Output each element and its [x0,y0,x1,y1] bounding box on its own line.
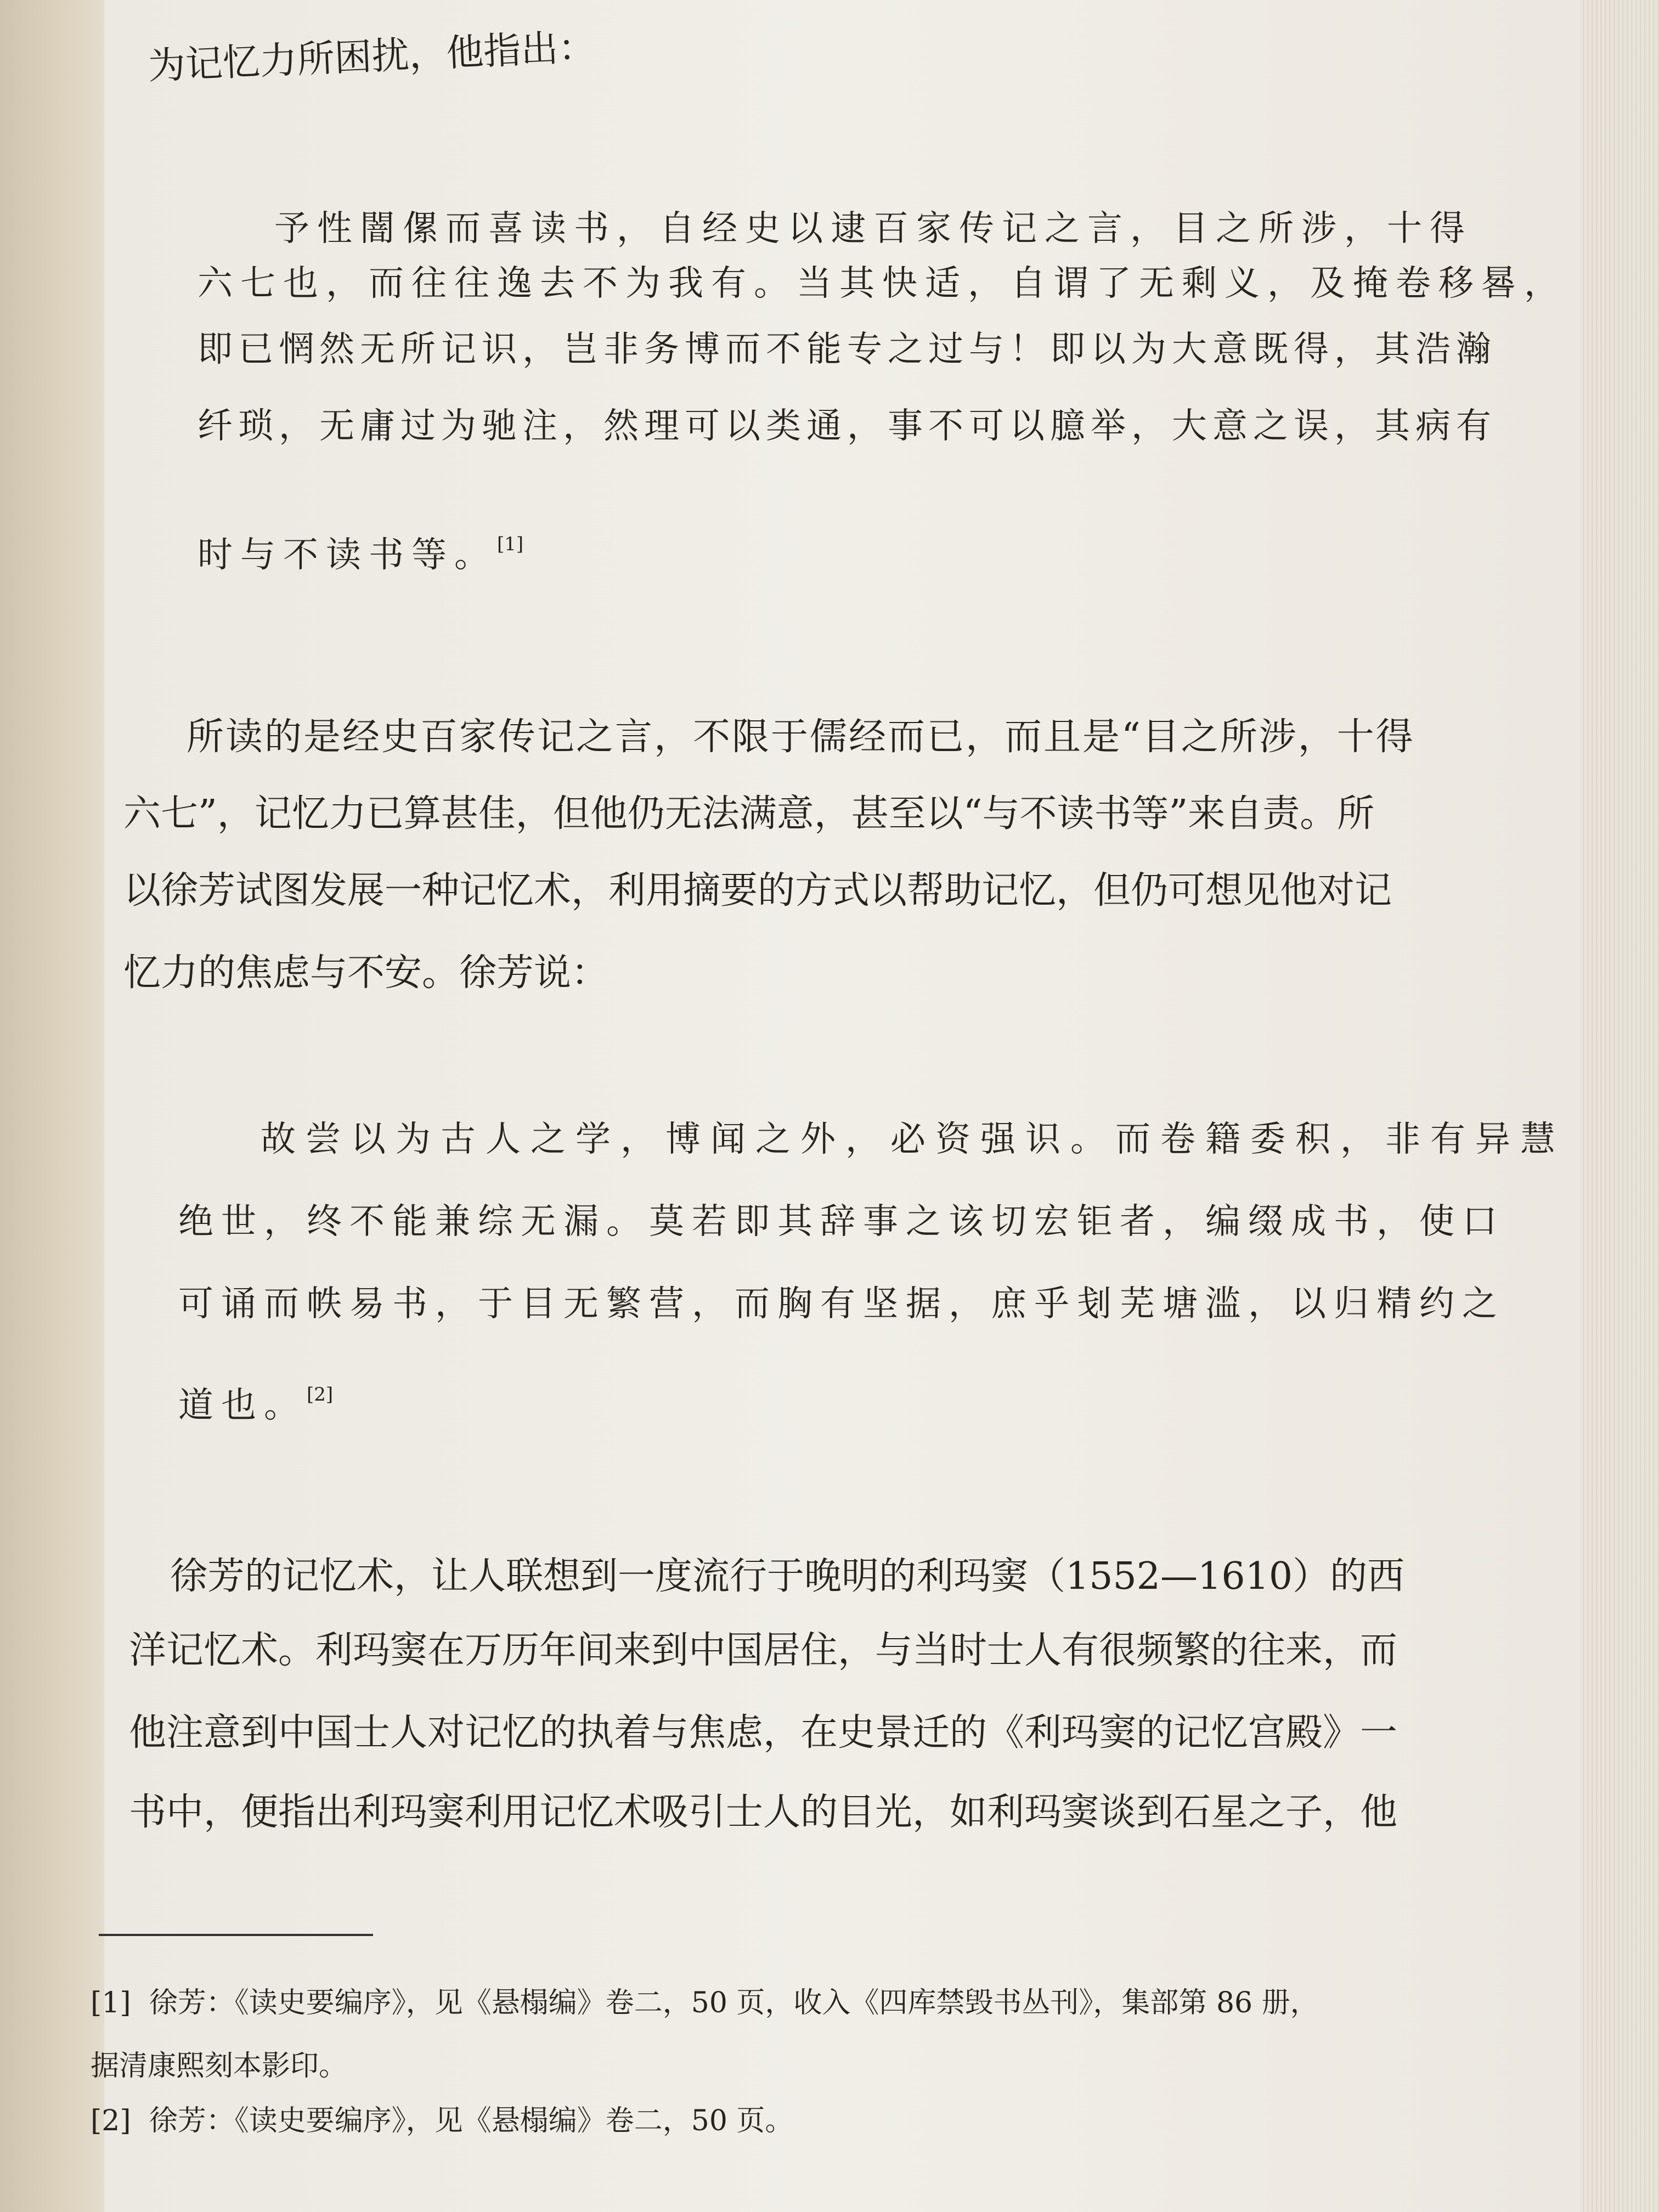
quote-line: 纤琐，无庸过为驰注，然理可以类通，事不可以臆举，大意之误，其病有 [198,406,1497,447]
quote-line: 即已惘然无所记识，岂非务博而不能专之过与！即以为大意既得，其浩瀚 [198,329,1497,370]
quote-text: 时与不读书等。 [198,535,497,575]
footnote-divider [99,1934,373,1936]
body-line: 六七”，记忆力已算甚佳，但他仍无法满意，甚至以“与不读书等”来自责。所 [123,792,1375,836]
body-line: 所读的是经史百家传记之言，不限于儒经而已，而且是“目之所涉，十得 [187,715,1415,759]
quote-line: 可诵而帙易书，于目无繁营，而胸有坚据，庶乎刬芜塘滥，以归精约之 [178,1284,1505,1324]
page-stack-edge [1580,0,1659,2212]
footnote-mark: [2] [91,2104,131,2137]
quote-line-last [178,1384,334,1426]
book-page [91,0,1580,2212]
body-line: 以徐芳试图发展一种记忆术，利用摘要的方式以帮助记忆，但仍可想见他对记 [123,869,1392,912]
footnote-mark: [1] [91,1987,131,2019]
footnote-1 [91,1989,1319,2017]
continued-line: 为记忆力所困扰，他指出： [147,25,596,88]
footnote-text: 徐芳：《读史要编序》，见《悬榻编》卷二，50 页。 [149,2104,794,2137]
quote-line: 六七也，而往往逸去不为我有。当其快适，自谓了无剩义，及掩卷移晷， [198,263,1567,304]
book-gutter [0,0,104,2212]
body-line: 他注意到中国士人对记忆的执着与焦虑，在史景迁的《利玛窦的记忆宫殿》一 [129,1711,1398,1754]
footnote-2 [91,2104,794,2137]
footnote-text: 徐芳：《读史要编序》，见《悬榻编》卷二，50 页，收入《四库禁毁书丛刊》，集部第 86 册， [149,1987,1319,2019]
quote-line: 故尝以为古人之学，博闻之外，必资强识。而卷籍委积，非有异慧 [261,1119,1565,1160]
body-line: 忆力的焦虑与不安。徐芳说： [123,951,609,995]
body-line: 徐芳的记忆术，让人联想到一度流行于晚明的利玛窦（1552—1610）的西 [170,1555,1405,1598]
body-line: 洋记忆术。利玛窦在万历年间来到中国居住，与当时士人有很频繁的往来，而 [129,1629,1398,1672]
body-line: 书中，便指出利玛窦利用记忆术吸引士人的目光，如利玛窦谈到石星之子，他 [129,1791,1398,1834]
footnote-ref-1: [1] [497,533,524,555]
quote-text: 道也。 [178,1385,307,1426]
footnote-1-cont: 据清康熙刻本影印。 [91,2050,348,2083]
footnote-ref-2: [2] [307,1384,334,1406]
quote-line-last [198,535,523,573]
quote-line: 绝世，终不能兼综无漏。莫若即其辞事之该切宏钜者，编缀成书，使口 [178,1201,1505,1242]
quote-line: 予性闇傫而喜读书，自经史以逮百家传记之言，目之所涉，十得 [274,208,1472,249]
